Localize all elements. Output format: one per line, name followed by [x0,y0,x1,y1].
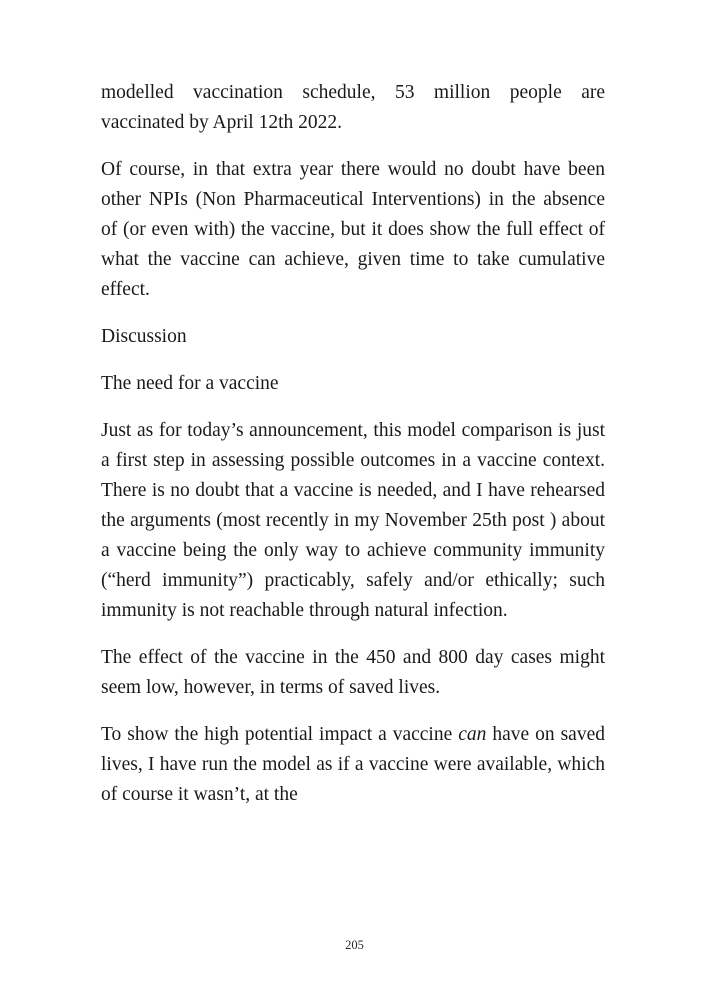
section-heading-discussion: Discussion [101,326,187,347]
paragraph-5 [101,720,605,810]
paragraph-5-text-before: To show the high potential impact a vaccine [101,724,459,745]
paragraph-2: Of course, in that extra year there would no doubt have been other NPIs (Non Pharmaceutical Interventions) in the absence of (or even with) the vaccine, but it does show the full effect of what the vaccine can achieve, given time to take cumulative effect. [101,159,605,300]
paragraph-1: modelled vaccination schedule, 53 million people are vaccinated by April 12th 2022. [101,82,605,133]
paragraph-4: The effect of the vaccine in the 450 and 800 day cases might seem low, however, in terms of saved lives. [101,647,605,698]
subsection-heading-need-for-vaccine: The need for a vaccine [101,373,279,394]
paragraph-5-text-after: have on saved lives, I have run the model as if a vaccine were available, which of course it wasn’t, at the [101,724,605,805]
paragraph-5-emphasis: can [458,724,487,745]
paragraph-3: Just as for today’s announcement, this model comparison is just a first step in assessing possible outcomes in a vaccine context. There is no doubt that a vaccine is needed, and I have rehearsed the arguments (most recently in my November 25th post ) about a vaccine being the only way to achieve community immunity (“herd immunity”) practicably, safely and/or ethically; such immunity is not reachable through natural infection. [101,420,605,621]
page-text-body [101,78,605,827]
page-number: 205 [345,938,364,952]
